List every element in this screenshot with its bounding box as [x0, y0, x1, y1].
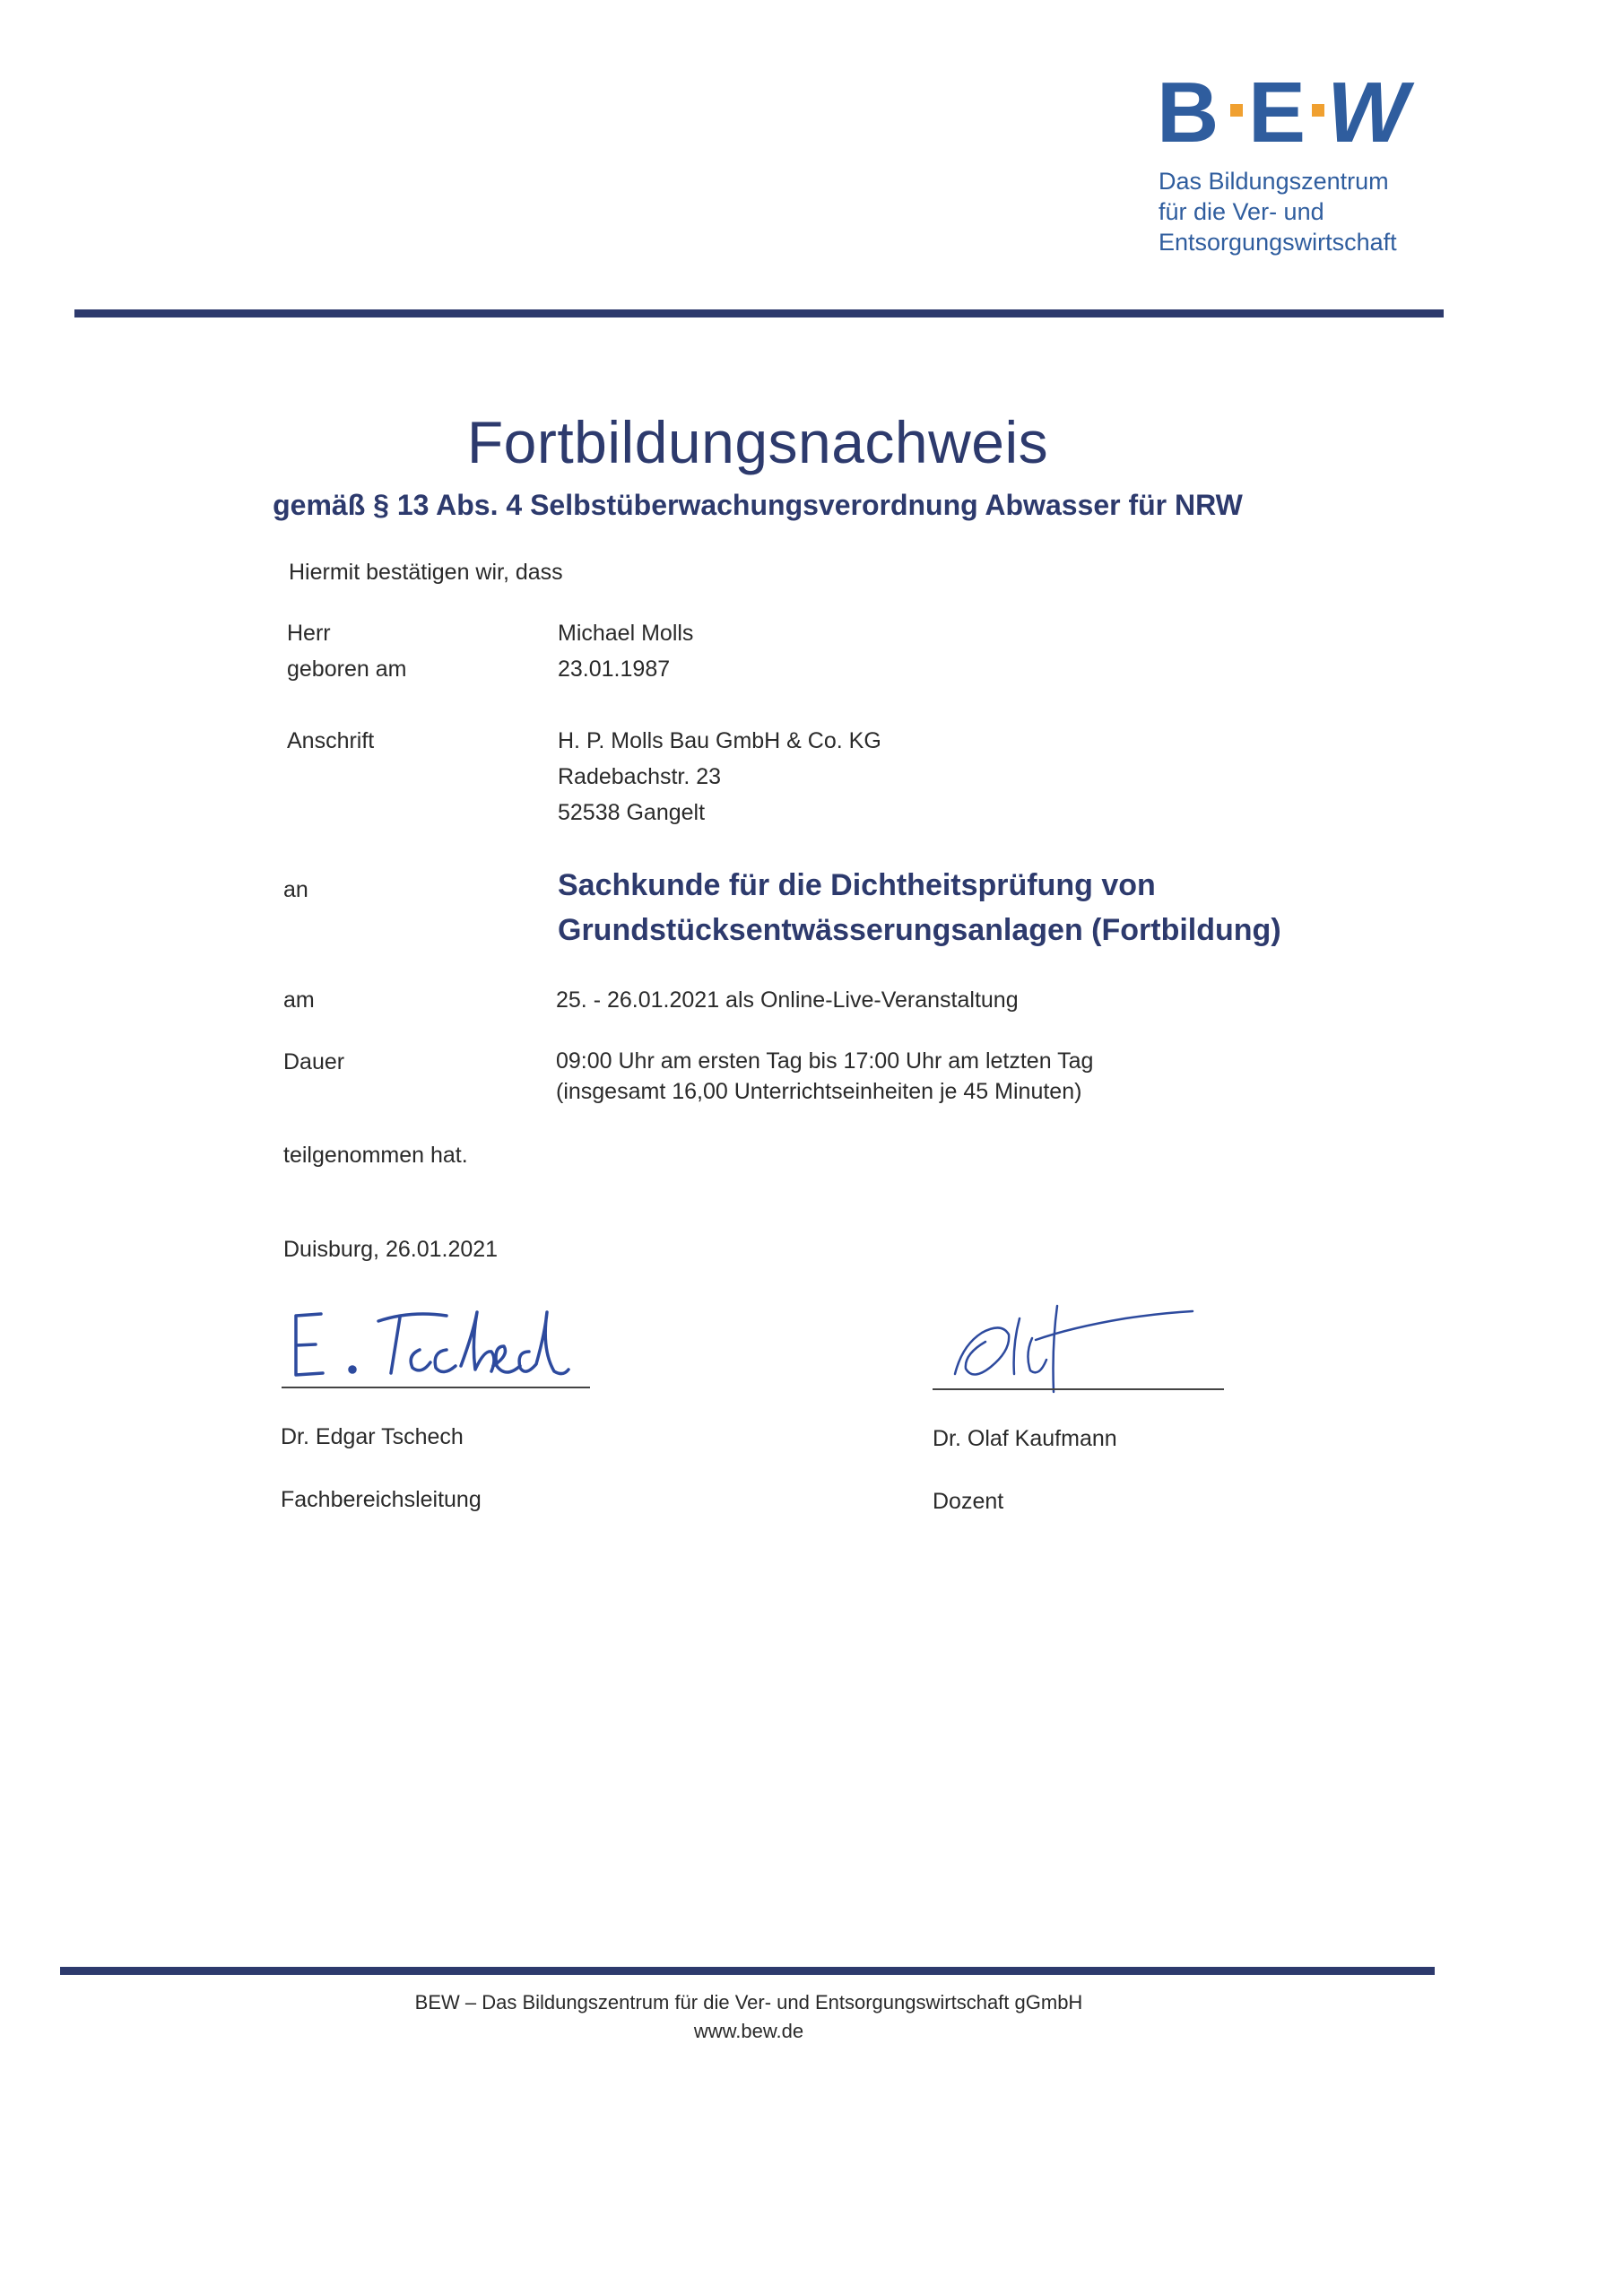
- logo-dot-1: [1230, 104, 1243, 117]
- signature-left-line: [282, 1387, 590, 1388]
- address-block: H. P. Molls Bau GmbH & Co. KG Radebachstr. 23 52538 Gangelt: [558, 728, 881, 825]
- course-date: 25. - 26.01.2021 als Online-Live-Veranstaltung: [556, 987, 1019, 1013]
- course-label: an: [283, 877, 308, 902]
- bottom-divider: [60, 1967, 1435, 1975]
- bew-logo: [1157, 70, 1453, 151]
- footer-company: BEW – Das Bildungszentrum für die Ver- und Entsorgungswirtschaft gGmbH: [414, 1991, 1083, 2013]
- logo-letter-w: W: [1327, 70, 1409, 151]
- signature-right-block: [933, 1392, 1117, 1549]
- logo-dot-2: [1312, 104, 1324, 117]
- signature-right: [946, 1292, 1206, 1399]
- course-title: Sachkunde für die Dichtheitsprüfung von Grundstücksentwässerungsanlagen (Fortbildung): [558, 868, 1281, 947]
- closing-text: teilgenommen hat.: [283, 1143, 468, 1168]
- address-label: Anschrift: [287, 728, 375, 753]
- footer-website: www.bew.de: [693, 2020, 804, 2042]
- participant-name: Michael Molls: [558, 621, 694, 646]
- course-duration: 09:00 Uhr am ersten Tag bis 17:00 Uhr am letzten Tag (insgesamt 16,00 Unterrichtseinheiten je 45 Minuten): [556, 1048, 1094, 1104]
- document-title: Fortbildungsnachweis: [466, 409, 1049, 475]
- top-divider: [74, 309, 1444, 317]
- duration-label: Dauer: [283, 1049, 345, 1074]
- document-subtitle: gemäß § 13 Abs. 4 Selbstüberwachungsverordnung Abwasser für NRW: [273, 489, 1243, 521]
- signature-left-role: Fachbereichsleitung: [281, 1487, 482, 1512]
- signature-left-block: [281, 1390, 482, 1547]
- signature-right-name: Dr. Olaf Kaufmann: [933, 1426, 1117, 1451]
- place-date: Duisburg, 26.01.2021: [283, 1237, 499, 1262]
- signature-right-line: [933, 1388, 1224, 1390]
- date-label: am: [283, 987, 315, 1013]
- signature-left-name: Dr. Edgar Tschech: [281, 1424, 464, 1449]
- signature-right-role: Dozent: [933, 1489, 1004, 1514]
- salutation-label: Herr: [287, 621, 331, 646]
- intro-text: Hiermit bestätigen wir, dass: [289, 560, 563, 585]
- signature-left: [285, 1296, 572, 1386]
- logo-letter-b: B: [1157, 70, 1219, 151]
- logo-subtitle: Das Bildungszentrum für die Ver- und Entsorgungswirtschaft: [1159, 168, 1397, 256]
- birth-date: 23.01.1987: [558, 657, 671, 682]
- birth-label: geboren am: [287, 657, 407, 682]
- logo-letter-e: E: [1248, 70, 1306, 151]
